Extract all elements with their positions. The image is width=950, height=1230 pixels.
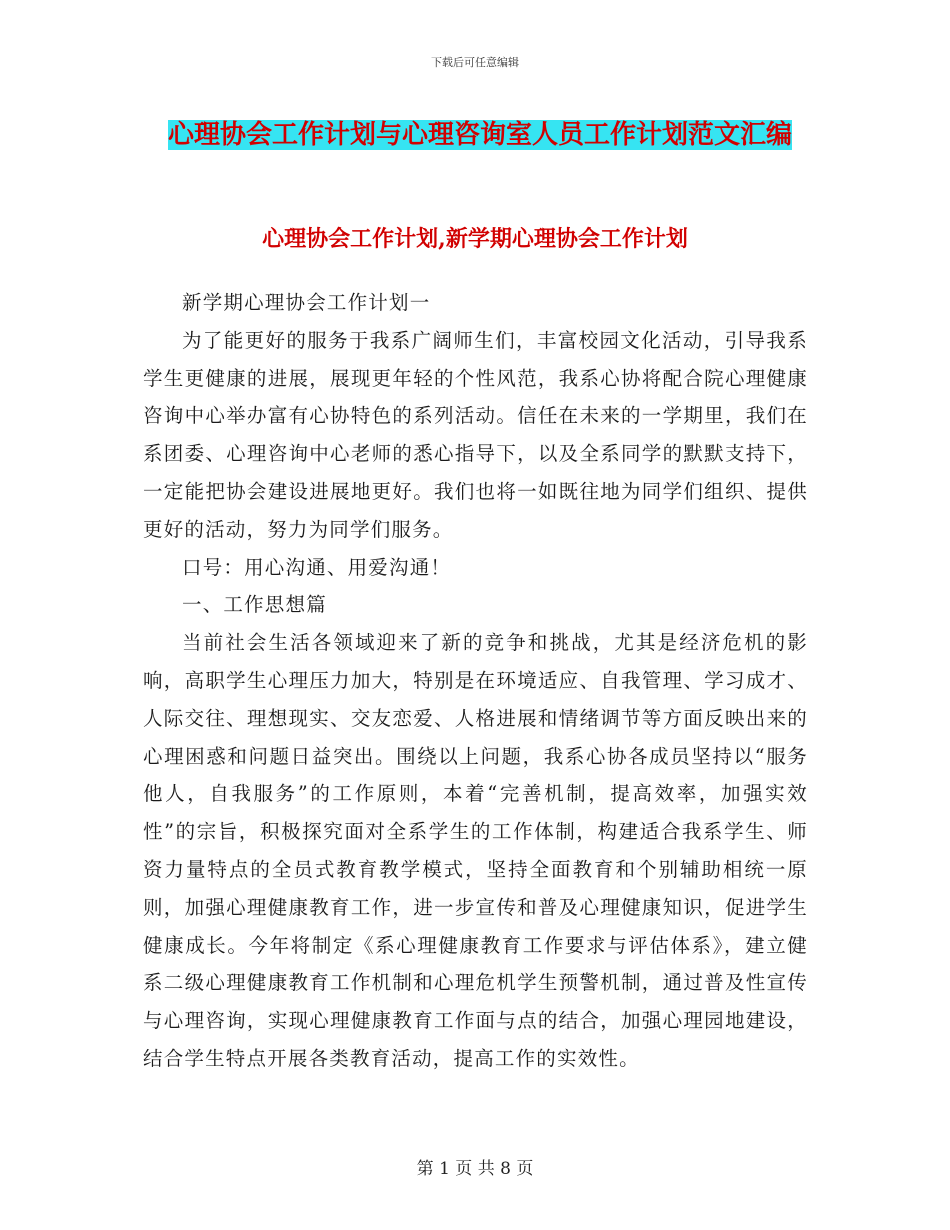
paragraph-slogan: 口号：用心沟通、用爱沟通！	[182, 555, 452, 579]
page-footer: 第 1 页 共 8 页	[416, 1159, 534, 1179]
paragraph-intro: 为了能更好的服务于我系广阔师生们，丰富校园文化活动，引导我系学生更健康的进展，展现更年轻的个性风范，我系心协将配合院心理健康咨询中心举办富有心协特色的系列活动。信任在未来的一学期里，我们在系团委、心理咨询中心老师的悉心指导下，以及全系同学的默默支持下，一定能把协会建设进展地更好。我们也将一如既往地为同学们组织、提供更好的活动，努力为同学们服务。	[143, 328, 808, 541]
section-heading: 心理协会工作计划,新学期心理协会工作计划	[262, 226, 688, 252]
paragraph-plan-title: 新学期心理协会工作计划一	[182, 291, 431, 314]
paragraph-section-heading: 一、工作思想篇	[182, 593, 327, 617]
document-title	[150, 112, 810, 158]
paragraph-work-ideas: 当前社会生活各领域迎来了新的竞争和挑战，尤其是经济危机的影响，高职学生心理压力加大，特别是在环境适应、自我管理、学习成才、人际交往、理想现实、交友恋爱、人格进展和情绪调节等方面反映出来的心理困惑和问题日益突出。围绕以上问题，我系心协各成员坚持以“服务他人，自我服务”的工作原则，本着“完善机制，提高效率，加强实效性”的宗旨，积极探究面对全系学生的工作体制，构建适合我系学生、师资力量特点的全员式教育教学模式，坚持全面教育和个别辅助相统一原则，加强心理健康教育工作，进一步宣传和普及心理健康知识，促进学生健康成长。今年将制定《系心理健康教育工作要求与评估体系》，建立健系二级心理健康教育工作机制和心理危机学生预警机制，通过普及性宣传与心理咨询，实现心理健康教育工作面与点的结合，加强心理园地建设，结合学生特点开展各类教育活动，提高工作的实效性。	[143, 631, 808, 1070]
page-header-note: 下载后可任意编辑	[431, 56, 519, 69]
body-text	[143, 284, 808, 1078]
document-title-text: 心理协会工作计划与心理咨询室人员工作计划范文汇编	[167, 120, 792, 150]
